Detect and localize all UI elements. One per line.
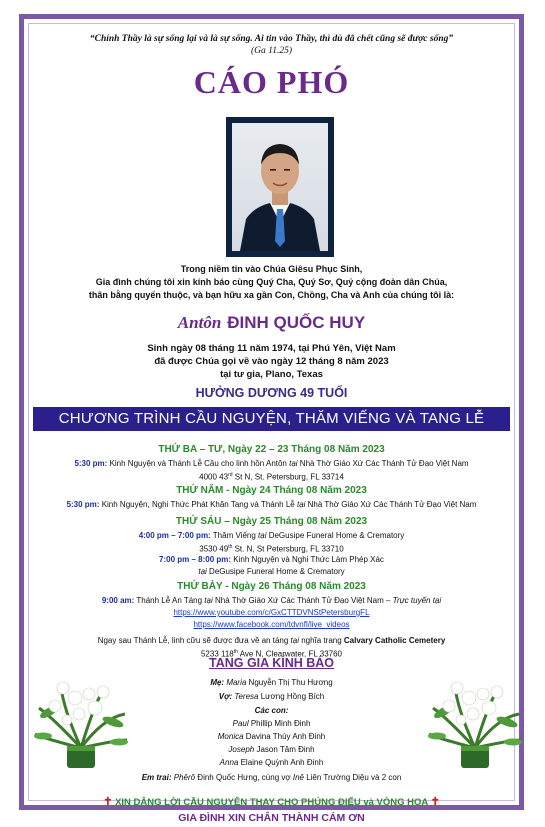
day3-addr-sup: th xyxy=(228,544,233,550)
scripture-verse xyxy=(29,33,514,57)
brother-wife-name: Liên Trường Diệu xyxy=(306,773,369,782)
day3-desc1-b: DeGusipe Funeral Home & Crematory xyxy=(266,531,405,540)
day3-time-2: 7:00 pm – 8:00 pm: xyxy=(159,555,232,564)
child3-christian-name: Joseph xyxy=(228,745,257,754)
intro-line-2: Gia đình chúng tôi xin kính báo cùng Quý Cha, Quý Sơ, Quý cộng đoàn dân Chúa, xyxy=(95,277,448,287)
brother-end: và 2 con xyxy=(368,773,402,782)
white-lily-arrangement-left xyxy=(33,678,129,770)
brother-label: Em trai: xyxy=(141,773,172,782)
age-heading: HƯỞNG DƯƠNG 49 TUỔI xyxy=(195,386,348,400)
program-banner: CHƯƠNG TRÌNH CẦU NGUYỆN, THĂM VIẾNG VÀ TANG LỄ xyxy=(33,407,510,431)
day1-desc-b: Nhà Thờ Giáo Xứ Các Thánh Tử Đạo Việt Nam xyxy=(297,459,469,468)
brother-christian-name: Phêrô xyxy=(171,773,198,782)
inner-border xyxy=(28,23,515,824)
burial-text-b: nghĩa trang xyxy=(298,636,344,645)
day3-event-2-place xyxy=(29,566,514,577)
day1-address xyxy=(29,470,514,483)
wife-name: Lương Hồng Bích xyxy=(260,692,325,701)
youtube-link[interactable]: https://www.youtube.com/c/GxCTTDVNStPetersburgFL xyxy=(173,608,370,617)
day2-desc-a: Kinh Nguyện, Nghi Thức Phát Khăn Tang và Thánh Lễ xyxy=(99,500,297,509)
day3-event-2 xyxy=(29,554,514,565)
life-dates xyxy=(29,342,514,381)
closing-line-1-text: XIN DÂNG LỜI CẦU NGUYỆN THAY CHO PHÚNG ĐIẾU và VÒNG HOA xyxy=(115,797,428,808)
wife-christian-name: Teresa xyxy=(232,692,261,701)
family-title-text: TANG GIA KÍNH BÁO xyxy=(209,656,334,670)
day1-addr-sup: rd xyxy=(228,472,233,478)
burial-text xyxy=(29,635,514,646)
child2-christian-name: Monica xyxy=(217,732,246,741)
day3-address xyxy=(29,542,514,555)
day1-addr-a: 4000 43 xyxy=(199,472,229,482)
day2-time: 5:30 pm: xyxy=(66,500,100,509)
day4-tai: tại xyxy=(204,596,213,605)
birth-line: Sinh ngày 08 tháng 11 năm 1974, tại Phú Yên, Việt Nam xyxy=(147,343,396,354)
closing-line-1 xyxy=(29,795,514,808)
youtube-link-row xyxy=(29,607,514,618)
day3-desc2-b: DeGusipe Funeral Home & Crematory xyxy=(206,567,345,576)
cemetery-name: Calvary Catholic Cemetery xyxy=(343,636,446,645)
brother-name: Đinh Quốc Hưng xyxy=(197,773,258,782)
day4-event xyxy=(29,595,514,606)
cross-icon: ✝ xyxy=(430,796,440,808)
day1-addr-b: St N, St. Petersburg, FL 33714 xyxy=(232,472,344,482)
white-lily-arrangement-right xyxy=(427,678,523,770)
day2-desc-b: Nhà Thờ Giáo Xứ Các Thánh Tử Đạo Việt Nam xyxy=(305,500,477,509)
day1-tai: tại xyxy=(289,459,298,468)
day2-heading: THỨ NĂM - Ngày 24 Tháng 08 Năm 2023 xyxy=(176,485,367,496)
day4-desc-b: Nhà Thờ Giáo Xứ Các Thánh Tử Đạo Việt Nam – xyxy=(212,596,393,605)
mother-name: Nguyễn Thị Thu Hương xyxy=(248,678,333,687)
day4-time: 9:00 am: xyxy=(101,596,135,605)
christian-name: Antôn xyxy=(177,313,222,332)
day3-addr-a: 3530 49 xyxy=(199,544,229,554)
deceased-name xyxy=(29,313,514,333)
burial-addr-a: 5233 118 xyxy=(200,649,234,659)
mother-christian-name: Maria xyxy=(224,678,249,687)
brother-wife-christian-name: Inê xyxy=(292,773,307,782)
day3-desc2: Kinh Nguyện và Nghi Thức Làm Phép Xác xyxy=(231,555,384,564)
day3-heading: THỨ SÁU – Ngày 25 Tháng 08 Năm 2023 xyxy=(175,516,368,527)
brother-mid: , cùng vợ xyxy=(257,773,293,782)
day1-desc-a: Kinh Nguyện và Thánh Lễ Cầu cho linh hồn Antôn xyxy=(107,459,290,468)
day3-tai: tại xyxy=(258,531,267,540)
obituary-frame xyxy=(19,14,524,824)
portrait-figure xyxy=(232,123,328,251)
children-label: Các con: xyxy=(254,706,289,715)
wife-label: Vợ: xyxy=(218,692,233,701)
day3-desc1-a: Thăm Viếng xyxy=(210,531,259,540)
day4-heading: THỨ BẢY - Ngày 26 Tháng 08 Năm 2023 xyxy=(177,581,366,592)
verse-quote: “Chính Thầy là sự sống lại và là sự sống. Ai tin vào Thầy, thì dù đã chết cũng sẽ được sống” xyxy=(89,34,454,44)
burial-addr-sup: th xyxy=(233,649,238,655)
day2-event xyxy=(29,499,514,510)
child2-name: Davina Thùy Anh Đinh xyxy=(245,732,326,741)
place-line: tại tư gia, Plano, Texas xyxy=(220,369,323,380)
day4-desc-a: Thánh Lễ An Táng xyxy=(134,596,205,605)
intro-text xyxy=(29,263,514,302)
day4-live: Trực tuyến tại xyxy=(392,596,442,605)
child1-christian-name: Paul xyxy=(232,719,251,728)
child3-name: Jason Tâm Đinh xyxy=(256,745,315,754)
intro-line-3: thân bằng quyến thuộc, và bạn hữu xa gần Con, Chồng, Cha và Anh của chúng tôi là: xyxy=(88,290,455,300)
closing-line-2: GIA ĐÌNH XIN CHÂN THÀNH CÁM ƠN xyxy=(178,812,365,824)
day2-tai: tại xyxy=(296,500,306,509)
child1-name: Phillip Minh Đinh xyxy=(250,719,311,728)
burial-addr-b: Ave N, Clearwater, FL 33760 xyxy=(237,649,342,659)
family-brother xyxy=(29,772,514,783)
family-title xyxy=(29,656,514,670)
child4-christian-name: Anna xyxy=(219,758,241,767)
portrait-photo xyxy=(226,117,334,257)
cross-icon: ✝ xyxy=(103,796,113,808)
day1-event xyxy=(29,458,514,469)
mother-label: Mẹ: xyxy=(210,678,225,687)
burial-tai: tại xyxy=(290,636,299,645)
day3-event-1 xyxy=(29,530,514,541)
burial-text-a: Ngay sau Thánh Lễ, linh cữu sẽ được đưa về an táng xyxy=(97,636,291,645)
facebook-link-row xyxy=(29,619,514,630)
day3-desc2-tai: tại xyxy=(198,567,207,576)
day1-heading: THỨ BA – TƯ, Ngày 22 – 23 Tháng 08 Năm 2023 xyxy=(158,444,385,455)
day3-addr-b: St. N, St Petersburg, FL 33710 xyxy=(232,544,344,554)
day3-time-1: 4:00 pm – 7:00 pm: xyxy=(138,531,211,540)
verse-reference: (Ga 11.25) xyxy=(251,46,292,56)
facebook-link[interactable]: https://www.facebook.com/tdvnfl/live_videos xyxy=(193,620,350,629)
full-name: ĐINH QUỐC HUY xyxy=(227,313,366,332)
page-title: CÁO PHÓ xyxy=(193,64,350,100)
intro-line-1: Trong niềm tin vào Chúa Giêsu Phục Sinh, xyxy=(180,264,363,274)
day1-time: 5:30 pm: xyxy=(74,459,108,468)
child4-name: Elaine Quỳnh Anh Đinh xyxy=(240,758,324,767)
death-line: đã được Chúa gọi về vào ngày 12 tháng 8 năm 2023 xyxy=(154,356,389,367)
